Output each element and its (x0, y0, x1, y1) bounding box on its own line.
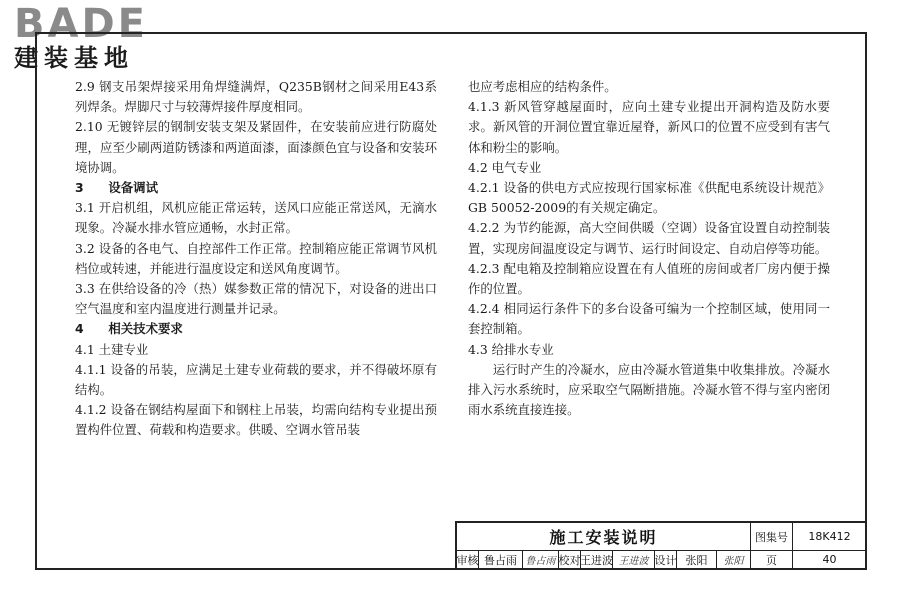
atlas-number: 18K412 (808, 530, 851, 543)
paragraph: 2.10 无镀锌层的钢制安装支架及紧固件，在安装前应进行防腐处理，应至少刷两道防锈漆和两道面漆，面漆颜色宜与设备和安装环境协调。 (75, 119, 437, 175)
section-heading: 4 相关技术要求 (75, 321, 183, 337)
reviewer-name: 鲁占雨 (479, 550, 523, 569)
paragraph: 4.2.3 配电箱及控制箱应设置在有人值班的房间或者厂房内便于操作的位置。 (468, 260, 830, 297)
paragraph: 4.1.3 新风管穿越屋面时，应向土建专业提出开洞构造及防水要求。新风管的开洞位置宜靠近屋脊，新风口的位置不应受到有害气体和粉尘的影响。 (468, 99, 830, 155)
paragraph: 4.1.1 设备的吊装，应满足土建专业荷载的要求，并不得破坏原有结构。 (75, 361, 437, 398)
paragraph: 4.3 给排水专业 (468, 341, 554, 357)
checker-signature: 王进波 (613, 550, 655, 569)
atlas-number-label: 图集号 (751, 523, 793, 550)
paragraph: 3.1 开启机组，风机应能正常运转，送风口应能正常送风，无滴水现象。冷凝水排水管应通畅，水封正常。 (75, 200, 437, 236)
page-label: 页 (751, 550, 793, 569)
paragraph: 4.2.2 为节约能源，高大空间供暖（空调）设备宜设置自动控制装置，实现房间温度设定与调节、运行时间设定、自动启停等功能。 (468, 220, 830, 256)
paragraph: 3.2 设备的各电气、自控部件工作正常。控制箱应能正常调节风机档位或转速，并能进行温度设定和送风角度调节。 (75, 240, 437, 276)
designer-name: 张阳 (677, 550, 717, 569)
designer-signature: 张阳 (717, 550, 751, 569)
check-label: 校对 (559, 550, 581, 569)
paragraph: 4.1.2 设备在钢结构屋面下和钢柱上吊装，均需向结构专业提出预置构件位置、荷载和构造要求。供暖、空调水管吊装 (75, 402, 437, 438)
title-block-row-bottom (457, 550, 866, 569)
paragraph: 运行时产生的冷凝水，应由冷凝水管道集中收集排放。冷凝水排入污水系统时，应采取空气隔断措施。冷凝水管不得与室内密闭雨水系统直接连接。 (468, 361, 830, 418)
logo-brand-text: BADE (14, 1, 148, 47)
paragraph: 3.3 在供给设备的冷（热）媒参数正常的情况下，对设备的进出口空气温度和室内温度进行测量并记录。 (75, 281, 437, 317)
paragraph: 4.2.4 相同运行条件下的多台设备可编为一个控制区域，使用同一套控制箱。 (468, 301, 830, 337)
title-block-row-top (457, 523, 866, 551)
paragraph: 4.2.1 设备的供电方式应按现行国家标准《供配电系统设计规范》GB 50052-2009的有关规定确定。 (468, 180, 830, 216)
section-heading: 3 设备调试 (75, 180, 158, 196)
review-label: 审核 (457, 550, 479, 569)
checker-name: 王进波 (581, 550, 613, 569)
page-number: 40 (822, 553, 837, 566)
reviewer-signature: 鲁占雨 (523, 550, 559, 569)
left-text-column (75, 77, 437, 441)
paragraph: 也应考虑相应的结构条件。 (468, 79, 617, 94)
paragraph: 2.9 钢支吊架焊接采用角焊缝满焊，Q235B钢材之间采用E43系列焊条。焊脚尺寸与较薄焊接件厚度相同。 (75, 79, 437, 115)
paragraph: 4.2 电气专业 (468, 159, 542, 175)
logo-subtitle: 建装基地 (14, 44, 134, 72)
paragraph: 4.1 土建专业 (75, 341, 149, 357)
document-title: 施工安装说明 (457, 523, 751, 550)
right-text-column (468, 77, 830, 420)
title-block (455, 521, 866, 569)
design-label: 设计 (655, 550, 677, 569)
